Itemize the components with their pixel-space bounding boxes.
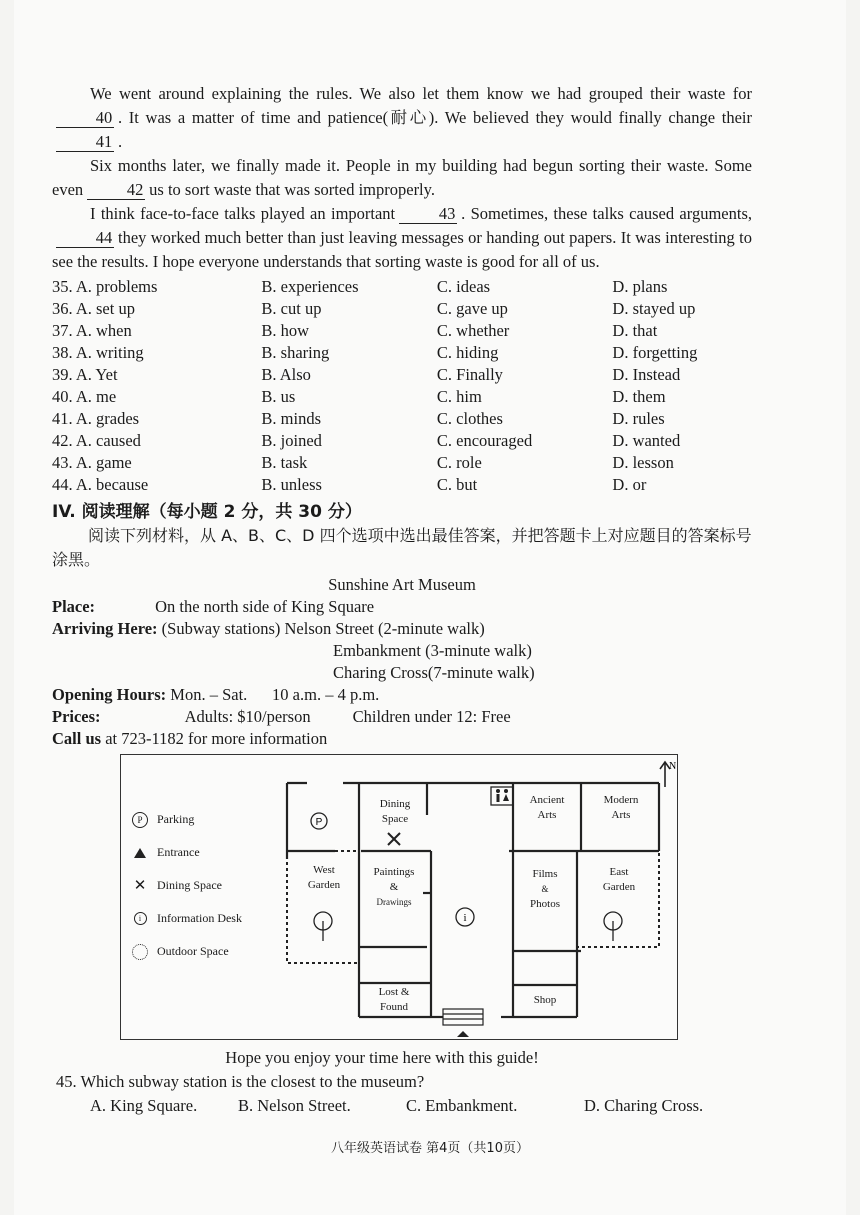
arriving-line-3: Charing Cross(7-minute walk) bbox=[333, 663, 535, 682]
options-table bbox=[52, 276, 752, 496]
legend-parking: P Parking bbox=[129, 803, 242, 836]
option-row-40: 40. A. me B. us C. him D. them bbox=[52, 387, 666, 406]
room-shop: Shop bbox=[533, 994, 557, 1006]
question-45: 45. Which subway station is the closest to the museum? bbox=[56, 1072, 425, 1091]
room-west-garden: West Garden bbox=[307, 864, 341, 891]
room-lost-found: Lost & Found bbox=[378, 986, 410, 1013]
entrance-icon bbox=[457, 1031, 469, 1037]
legend-outdoor: Outdoor Space bbox=[129, 935, 242, 968]
blank-41: 41 bbox=[56, 133, 114, 152]
restroom-icon bbox=[491, 787, 513, 805]
blank-42: 42 bbox=[87, 181, 145, 200]
section-instruction: 阅读下列材料，从 A、B、C、D 四个选项中选出最佳答案，并把答题卡上对应题目的答案标号涂黑。 bbox=[52, 526, 752, 569]
option-row-43: 43. A. game B. task C. role D. lesson bbox=[52, 453, 674, 472]
blank-40: 40 bbox=[56, 109, 114, 128]
information-legend-icon: i bbox=[134, 912, 147, 925]
room-east-garden: East Garden bbox=[602, 866, 636, 893]
option-row-42: 42. A. caused B. joined C. encouraged D. wanted bbox=[52, 431, 681, 450]
legend-information: i Information Desk bbox=[129, 902, 242, 935]
option-row-41: 41. A. grades B. minds C. clothes D. rules bbox=[52, 409, 665, 428]
room-films-photos: Films & Photos bbox=[530, 868, 560, 910]
dining-legend-icon: ✕ bbox=[133, 878, 147, 894]
svg-text:i: i bbox=[463, 912, 467, 924]
page-footer: 八年级英语试卷 第4页（共10页） bbox=[331, 1141, 529, 1156]
option-row-44: 44. A. because B. unless C. but D. or bbox=[52, 475, 647, 494]
entrance-steps bbox=[443, 1009, 483, 1025]
option-row-38: 38. A. writing B. sharing C. hiding D. forgetting bbox=[52, 343, 698, 362]
legend-dining: ✕ Dining Space bbox=[129, 869, 242, 902]
tree-icon bbox=[314, 912, 622, 941]
option-row-39: 39. A. Yet B. Also C. Finally D. Instead bbox=[52, 365, 681, 384]
paragraph-2: Six months later, we finally made it. People in my building had begun sorting their waste. Some even 42 us to sort waste that was sorted improperly. bbox=[52, 156, 752, 199]
place-line: Place: On the north side of King Square bbox=[52, 597, 375, 616]
option-row-37: 37. A. when B. how C. whether D. that bbox=[52, 321, 658, 340]
blank-44: 44 bbox=[56, 229, 114, 248]
legend-entrance: Entrance bbox=[129, 836, 242, 869]
arriving-line-2: Embankment (3-minute walk) bbox=[333, 641, 532, 660]
room-ancient-arts: Ancient Arts bbox=[529, 794, 565, 821]
svg-text:P: P bbox=[315, 817, 323, 828]
room-dining: Dining Space bbox=[379, 798, 411, 825]
svg-text:N: N bbox=[669, 761, 677, 772]
paragraph-1: We went around explaining the rules. We also let them know we had grouped their waste for40 . It was a matter of time and patience(耐心). We believed they would finally change their41 . bbox=[52, 82, 752, 154]
answers-45: A. King Square. B. Nelson Street. C. Embankment. D. Charing Cross. bbox=[90, 1096, 704, 1115]
parking-legend-icon: P bbox=[132, 812, 148, 828]
option-row-36: 36. A. set up B. cut up C. gave up D. stayed up bbox=[52, 299, 696, 318]
option-row-35: 35. A. problems B. experiences C. ideas D. plans bbox=[52, 277, 668, 296]
section-title: IV. 阅读理解（每小题 2 分，共 30 分） bbox=[52, 502, 362, 522]
hours-line: Opening Hours: Mon. – Sat. 10 a.m. – 4 p.m. bbox=[52, 685, 380, 704]
map-legend bbox=[129, 803, 242, 968]
call-line: Call us at 723-1182 for more information bbox=[52, 729, 328, 748]
prices-line: Prices: Adults: $10/person Children under 12: Free bbox=[52, 707, 511, 726]
room-paintings-drawings: Paintings & Drawings bbox=[373, 866, 415, 907]
paragraph-3: I think face-to-face talks played an important 43 . Sometimes, these talks caused arguments,44 they worked much better than just leaving messages or handing out papers. It was interesting to see the results. I hope everyone understands that sorting waste is good for all of us. bbox=[52, 204, 752, 271]
room-modern-arts: Modern Arts bbox=[603, 794, 639, 821]
exam-content bbox=[52, 82, 752, 1118]
closing-text: Hope you enjoy your time here with this guide! bbox=[225, 1048, 539, 1067]
museum-map bbox=[120, 754, 678, 1040]
dining-icon bbox=[388, 833, 400, 845]
outdoor-space-legend-icon bbox=[132, 944, 148, 960]
entrance-legend-icon bbox=[134, 848, 146, 858]
arriving-line: Arriving Here: (Subway stations) Nelson Street (2-minute walk) bbox=[52, 619, 485, 638]
museum-title: Sunshine Art Museum bbox=[328, 575, 476, 594]
blank-43: 43 bbox=[399, 205, 457, 224]
